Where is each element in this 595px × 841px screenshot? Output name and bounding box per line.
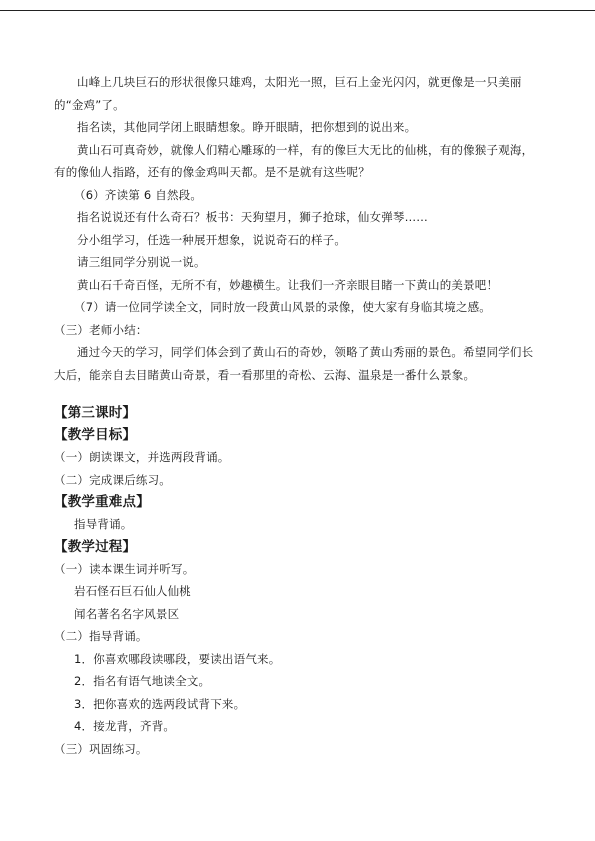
heading-process: 【教学过程】 — [54, 538, 137, 555]
step-6: （6）齐读第 6 自然段。 — [74, 187, 203, 202]
heading-third-period: 【第三课时】 — [54, 405, 137, 421]
process-step-2: （二）指导背诵。 — [54, 629, 148, 643]
paragraph-three-groups: 请三组同学分别说一说。 — [77, 255, 206, 269]
header-rule — [0, 10, 595, 11]
paragraph-stone-wonder: 黄山石可真奇妙，就像人们精心雕琢的一样，有的像巨大无比的仙桃，有的像猴子观海，有的像仙人指路，还有的像金鸡叫天都。是不是就有这些呢？ — [54, 142, 534, 179]
key-point-1: 指导背诵。 — [74, 517, 133, 531]
lesson-second-part — [54, 71, 544, 386]
recite-item-4: 4．接龙背，齐背。 — [74, 719, 176, 733]
paragraph-imagine: 指名读，其他同学闭上眼睛想象。睁开眼睛，把你想到的说出来。 — [77, 120, 417, 134]
step-7: （7）请一位同学读全文，同时放一段黄山风景的录像，使大家有身临其境之感。 — [74, 300, 492, 314]
vocabulary-line-2: 闻名著名名字风景区 — [74, 606, 180, 621]
paragraph-board-notes: 指名说说还有什么奇石？板书：天狗望月，狮子抢球，仙女弹琴…… — [77, 210, 428, 224]
recite-item-3: 3．把你喜欢的选两段试背下来。 — [74, 696, 246, 711]
recite-item-2: 2．指名有语气地读全文。 — [74, 674, 211, 688]
process-step-1: （一）读本课生词并听写。 — [54, 561, 195, 576]
teacher-summary-heading: （三）老师小结： — [54, 322, 148, 337]
process-step-3: （三）巩固练习。 — [54, 741, 148, 756]
paragraph-scenery: 黄山石千奇百怪，无所不有，妙趣横生。让我们一齐亲眼目睹一下黄山的美景吧！ — [77, 277, 499, 292]
paragraph-group-study: 分小组学习，任选一种展开想象，说说奇石的样子。 — [77, 232, 347, 247]
lesson-third-period — [54, 402, 544, 760]
vocabulary-line-1: 岩石怪石巨石仙人仙桃 — [74, 584, 191, 598]
objective-1: （一）朗读课文，并选两段背诵。 — [54, 450, 230, 464]
heading-objectives: 【教学目标】 — [54, 427, 137, 443]
recite-item-1: 1．你喜欢哪段读哪段，要读出语气来。 — [74, 651, 281, 666]
paragraph-summary: 通过今天的学习，同学们体会到了黄山石的奇妙，领略了黄山秀丽的景色。希望同学们长大后，能亲自去目睹黄山奇景，看一看那里的奇松、云海、温泉是一番什么景象。 — [54, 345, 534, 382]
objective-2: （二）完成课后练习。 — [54, 472, 171, 487]
heading-key-points: 【教学重难点】 — [54, 494, 150, 510]
paragraph-golden-rooster: 山峰上几块巨石的形状很像只雄鸡，太阳光一照，巨石上金光闪闪，就更像是一只美丽的“金鸡”了。 — [54, 75, 522, 112]
